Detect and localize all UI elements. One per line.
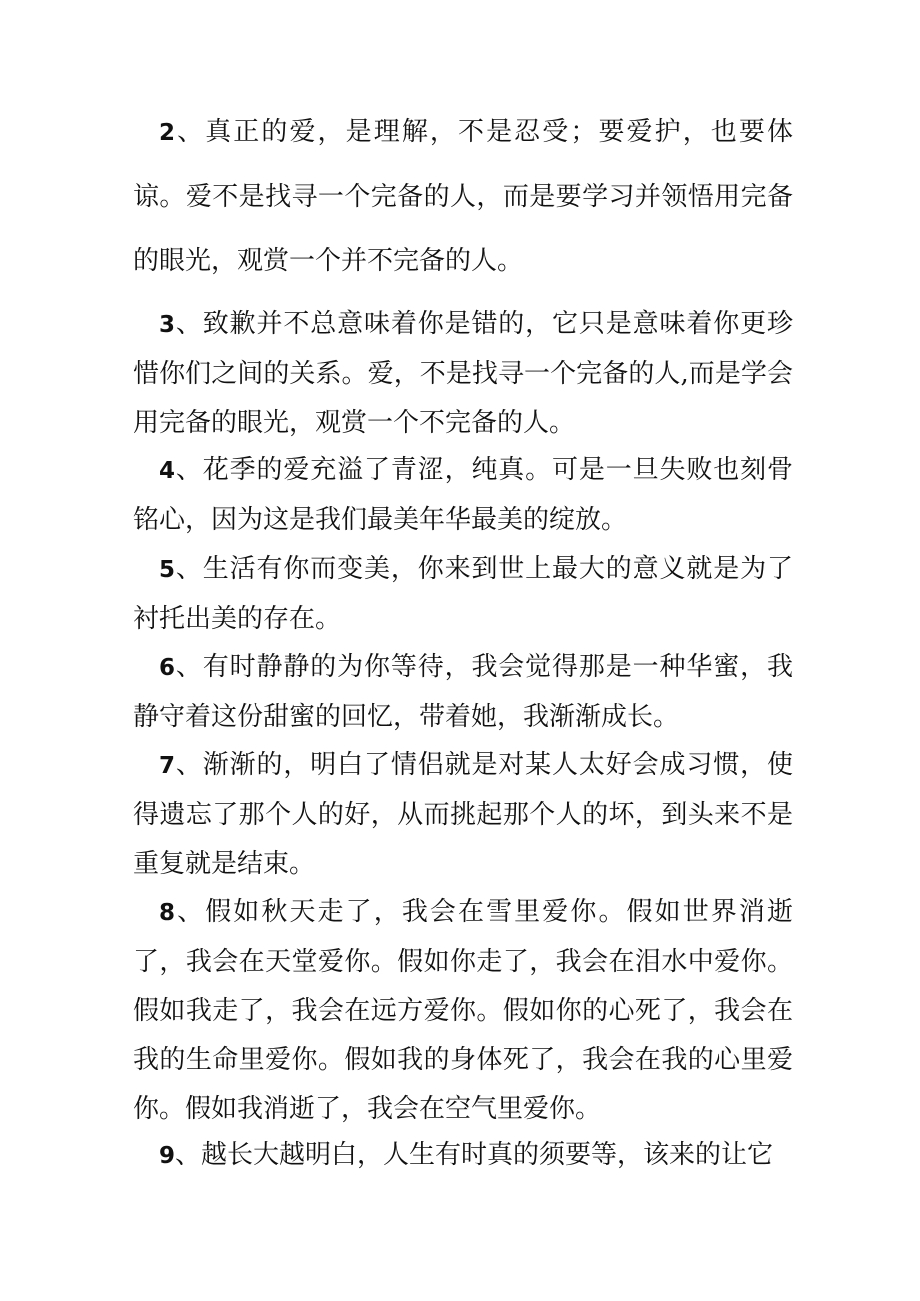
paragraph-separator: 、 [175,897,206,927]
paragraph-5 [133,545,793,644]
paragraph-text: 渐渐的，明白了情侣就是对某人太好会成习惯，使得遗忘了那个人的好，从而挑起那个人的坏，到头来不是重复就是结束。 [133,750,793,879]
paragraph-number: 7 [159,753,176,779]
paragraph-2 [133,100,793,293]
paragraph-number: 9 [159,1143,176,1169]
paragraph-text: 致歉并不总意味着你是错的，它只是意味着你更珍惜你们之间的关系。爱，不是找寻一个完备的人,而是学会用完备的眼光，观赏一个不完备的人。 [133,309,793,438]
paragraph-number: 4 [159,458,176,484]
paragraph-6 [133,643,793,742]
paragraph-separator: 、 [175,652,203,682]
paragraph-7 [133,741,793,889]
paragraph-text: 假如秋天走了，我会在雪里爱你。假如世界消逝了，我会在天堂爱你。假如你走了，我会在泪水中爱你。假如我走了，我会在远方爱你。假如你的心死了，我会在我的生命里爱你。假如我的身体死了，我会在我的心里爱你。假如我消逝了，我会在空气里爱你。 [133,897,793,1124]
paragraph-text: 生活有你而变美，你来到世上最大的意义就是为了衬托出美的存在。 [133,554,793,634]
paragraph-number: 6 [159,655,176,681]
paragraph-separator: 、 [175,309,203,339]
paragraph-separator: 、 [175,117,206,147]
paragraph-number: 2 [159,120,176,146]
paragraph-separator: 、 [175,750,203,780]
paragraph-number: 3 [159,312,176,338]
paragraph-text: 越长大越明白，人生有时真的须要等，该来的让它 [201,1140,774,1170]
paragraph-text: 花季的爱充溢了青涩，纯真。可是一旦失败也刻骨铭心，因为这是我们最美年华最美的绽放。 [133,455,793,535]
paragraph-3 [133,300,793,448]
paragraph-text: 真正的爱，是理解，不是忍受；要爱护，也要体谅。爱不是找寻一个完备的人，而是要学习并领悟用完备的眼光，观赏一个并不完备的人。 [133,117,793,276]
paragraph-8 [133,888,793,1134]
paragraph-separator: 、 [175,455,203,485]
paragraph-separator: 、 [175,554,203,584]
paragraph-text: 有时静静的为你等待，我会觉得那是一种华蜜，我静守着这份甜蜜的回忆，带着她，我渐渐成长。 [133,652,793,732]
paragraph-separator: 、 [175,1140,202,1170]
paragraph-number: 5 [159,557,176,583]
paragraph-4 [133,446,793,545]
paragraph-9 [133,1131,793,1181]
paragraph-number: 8 [159,900,176,926]
